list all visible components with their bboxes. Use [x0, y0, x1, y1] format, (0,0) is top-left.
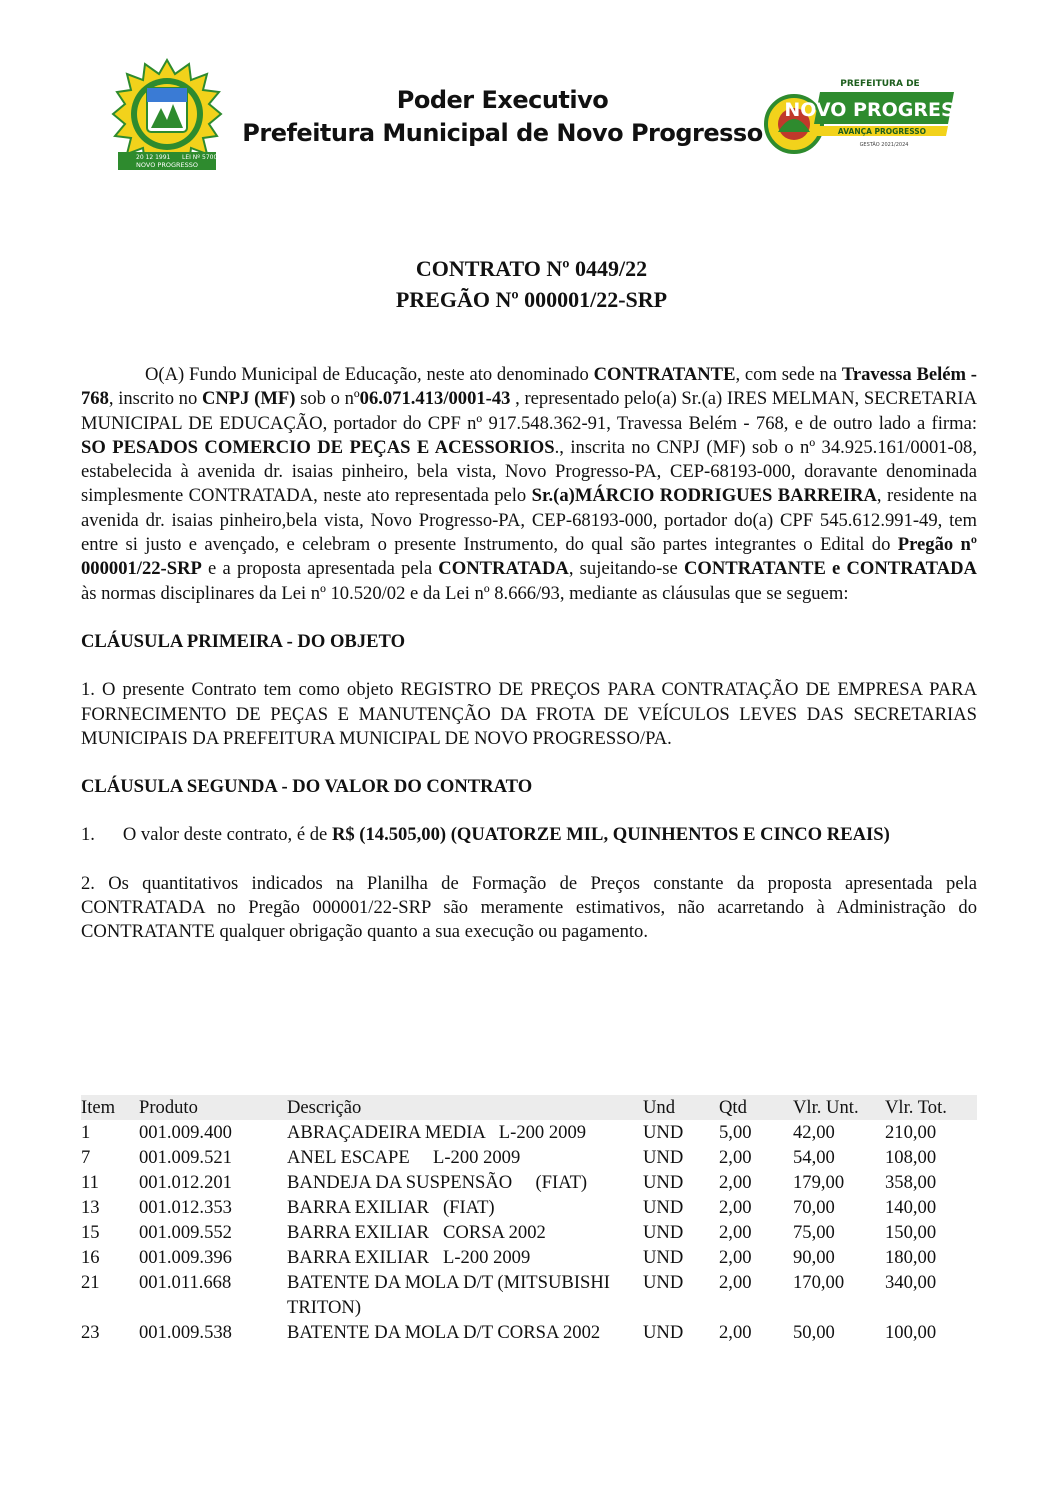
col-vlr-tot-header: Vlr. Tot.	[885, 1095, 977, 1120]
cell-item: 1	[81, 1122, 91, 1143]
col-descricao-header: Descrição	[287, 1095, 643, 1120]
col-und-header: Und	[643, 1095, 719, 1120]
clause-2-item-1	[81, 823, 977, 847]
cell-item: 23	[81, 1322, 100, 1343]
preamble-paragraph	[81, 363, 977, 606]
preamble-text: ., inscrita no CNPJ (MF) sob o nº 34.925.161/0001-08, estabelecida à avenida dr. isaias pinheiro, bela vista, Novo Progresso-PA, CEP-68193-000, doravante denominada simplesmente CONTRATADA, neste ato representada pelo	[81, 436, 977, 507]
seal-date-text: 20 12 1991	[136, 154, 171, 161]
cell-vlr-tot: 340,00	[885, 1272, 937, 1293]
items-table	[81, 1095, 977, 1345]
preamble-text: , residente na avenida dr. isaias pinheiro,bela vista, Novo Progresso-PA, CEP-68193-000, portador do(a) CPF 545.612.991-49, tem entre si justo e avençado, e celebram o presente Instrumento, do qual são partes integrantes o Edital do	[81, 485, 977, 556]
cell-und: UND	[643, 1247, 684, 1268]
preamble-text: sob o nº	[295, 388, 360, 410]
contract-number: CONTRATO Nº 0449/22	[415, 256, 648, 281]
preamble-bold: Travessa Belém - 768	[81, 364, 977, 410]
pregao-number: PREGÃO Nº 000001/22-SRP	[395, 287, 668, 312]
cell-vlr-unt: 70,00	[793, 1197, 835, 1218]
cell-item: 7	[81, 1147, 91, 1168]
cell-und: UND	[643, 1147, 684, 1168]
cell-vlr-tot: 140,00	[885, 1197, 937, 1218]
cell-vlr-unt: 42,00	[793, 1122, 835, 1143]
cell-und: UND	[643, 1222, 684, 1243]
cell-produto: 001.009.521	[139, 1147, 232, 1168]
col-qtd-header: Qtd	[719, 1095, 793, 1120]
logo-main-text: NOVO PROGRESSO	[784, 99, 984, 121]
cell-produto: 001.012.201	[139, 1172, 232, 1193]
cell-descricao: BARRA EXILIAR (FIAT)	[287, 1197, 495, 1218]
cell-produto: 001.011.668	[139, 1272, 232, 1293]
preamble-bold: Pregão nº 000001/22-SRP	[81, 534, 977, 580]
cell-qtd: 2,00	[719, 1272, 752, 1293]
cell-item: 16	[81, 1247, 100, 1268]
preamble-bold: CNPJ (MF)	[201, 388, 296, 410]
seal-city-text: NOVO PROGRESSO	[136, 161, 198, 169]
cell-vlr-tot: 150,00	[885, 1222, 937, 1243]
cell-vlr-tot: 100,00	[885, 1322, 937, 1343]
cell-descricao: BARRA EXILIAR CORSA 2002	[287, 1222, 546, 1243]
table-row	[81, 1245, 977, 1270]
cell-vlr-unt: 179,00	[793, 1172, 845, 1193]
table-row	[81, 1270, 977, 1320]
table-row	[81, 1220, 977, 1245]
letterhead	[0, 50, 1059, 180]
preamble-text: , inscrito no	[108, 388, 202, 410]
cell-produto: 001.012.353	[139, 1197, 232, 1218]
preamble-text: , representado pelo(a) Sr.(a) IRES MELMAN, SECRETARIA MUNICIPAL DE EDUCAÇÃO, portador do CPF nº 917.548.362-91, Travessa Belém - 768, e de outro lado a firma:	[81, 388, 978, 434]
contract-value: R$ (14.505,00) (QUATORZE MIL, QUINHENTOS E CINCO REAIS)	[331, 824, 890, 846]
cell-item: 21	[81, 1272, 100, 1293]
table-row	[81, 1120, 977, 1145]
cell-produto: 001.009.552	[139, 1222, 232, 1243]
cell-vlr-unt: 90,00	[793, 1247, 835, 1268]
prefeitura-logo-icon	[764, 72, 984, 164]
cell-descricao: ANEL ESCAPE L-200 2009	[287, 1147, 521, 1168]
cell-vlr-unt: 75,00	[793, 1222, 835, 1243]
col-vlr-unt-header: Vlr. Unt.	[793, 1095, 885, 1120]
preamble-text: e a proposta apresentada pela	[201, 558, 439, 580]
preamble-text: , com sede na	[735, 364, 842, 385]
cell-vlr-unt: 170,00	[793, 1272, 845, 1293]
cell-produto: 001.009.400	[139, 1122, 232, 1143]
cell-qtd: 2,00	[719, 1247, 752, 1268]
cell-qtd: 2,00	[719, 1172, 752, 1193]
cell-descricao: BATENTE DA MOLA D/T (MITSUBISHI TRITON)	[287, 1272, 610, 1318]
cell-descricao: BANDEJA DA SUSPENSÃO (FIAT)	[287, 1172, 588, 1193]
table-row	[81, 1195, 977, 1220]
col-item-header: Item	[81, 1095, 139, 1120]
logo-tag-text: AVANÇA PROGRESSO	[837, 127, 927, 136]
cell-produto: 001.009.396	[139, 1247, 232, 1268]
cell-und: UND	[643, 1322, 684, 1343]
preamble-bold: CONTRATANTE e CONTRATADA	[683, 558, 977, 580]
preamble-text: às normas disciplinares da Lei nº 10.520/02 e da Lei nº 8.666/93, mediante as cláusulas que se seguem:	[81, 582, 849, 604]
contract-title	[0, 253, 1063, 315]
table-header-row	[81, 1095, 977, 1120]
cell-vlr-tot: 180,00	[885, 1247, 937, 1268]
cell-qtd: 2,00	[719, 1197, 752, 1218]
cell-descricao: BARRA EXILIAR L-200 2009	[287, 1247, 531, 1268]
cell-item: 13	[81, 1197, 100, 1218]
logo-top-text: PREFEITURA DE	[840, 79, 920, 89]
clause-1-text: 1. O presente Contrato tem como objeto REGISTRO DE PREÇOS PARA CONTRATAÇÃO DE EMPRESA PARA FORNECIMENTO DE PEÇAS E MANUTENÇÃO DA FROTA DE VEÍCULOS LEVES DAS SECRETARIAS MUNICIPAIS DA PREFEITURA MUNICIPAL DE NOVO PROGRESSO/PA.	[81, 679, 977, 749]
preamble-bold: CONTRATANTE	[593, 364, 736, 385]
cell-vlr-tot: 108,00	[885, 1147, 937, 1168]
clause-2-item-1-prefix: 1. O valor deste contrato, é de	[81, 824, 332, 846]
cell-produto: 001.009.538	[139, 1322, 232, 1343]
cell-vlr-unt: 54,00	[793, 1147, 835, 1168]
letterhead-line-2: Prefeitura Municipal de Novo Progresso	[242, 119, 763, 147]
cell-qtd: 5,00	[719, 1122, 752, 1143]
cell-und: UND	[643, 1197, 684, 1218]
preamble-text: O(A) Fundo Municipal de Educação, neste ato denominado	[145, 364, 594, 385]
cell-und: UND	[643, 1272, 684, 1293]
table-row	[81, 1145, 977, 1170]
preamble-bold: 06.071.413/0001-43	[359, 388, 511, 410]
cell-descricao: BATENTE DA MOLA D/T CORSA 2002	[287, 1322, 601, 1343]
preamble-text: , sujeitando-se	[568, 558, 684, 580]
clause-2-item-2: 2. Os quantitativos indicados na Planilha de Formação de Preços constante da proposta apresentada pela CONTRATADA no Pregão 000001/22-SRP são meramente estimativos, não acarretando à Administração do CONTRATANTE qualquer obrigação quanto a sua execução ou pagamento.	[81, 872, 977, 943]
preamble-bold: CONTRATADA	[438, 558, 569, 580]
table-row	[81, 1170, 977, 1195]
cell-qtd: 2,00	[719, 1322, 752, 1343]
contract-body	[81, 363, 977, 945]
clause-1-heading: CLÁUSULA PRIMEIRA - DO OBJETO	[81, 630, 406, 652]
col-produto-header: Produto	[139, 1095, 287, 1120]
cell-descricao: ABRAÇADEIRA MEDIA L-200 2009	[287, 1122, 587, 1143]
clause-2-heading: CLÁUSULA SEGUNDA - DO VALOR DO CONTRATO	[81, 776, 533, 798]
seal-law-text: LEI Nº 5700	[182, 154, 218, 161]
preamble-bold: SO PESADOS COMERCIO DE PEÇAS E ACESSORIOS	[81, 436, 555, 458]
cell-vlr-unt: 50,00	[793, 1322, 835, 1343]
cell-und: UND	[643, 1122, 684, 1143]
table-row	[81, 1320, 977, 1345]
letterhead-line-1: Poder Executivo	[396, 86, 609, 114]
cell-qtd: 2,00	[719, 1222, 752, 1243]
cell-vlr-tot: 210,00	[885, 1122, 937, 1143]
cell-und: UND	[643, 1172, 684, 1193]
cell-qtd: 2,00	[719, 1147, 752, 1168]
cell-vlr-tot: 358,00	[885, 1172, 937, 1193]
preamble-bold: Sr.(a)MÁRCIO RODRIGUES BARREIRA	[531, 485, 877, 507]
cell-item: 11	[81, 1172, 99, 1193]
logo-years-text: GESTÃO 2021/2024	[859, 142, 909, 148]
cell-item: 15	[81, 1222, 100, 1243]
